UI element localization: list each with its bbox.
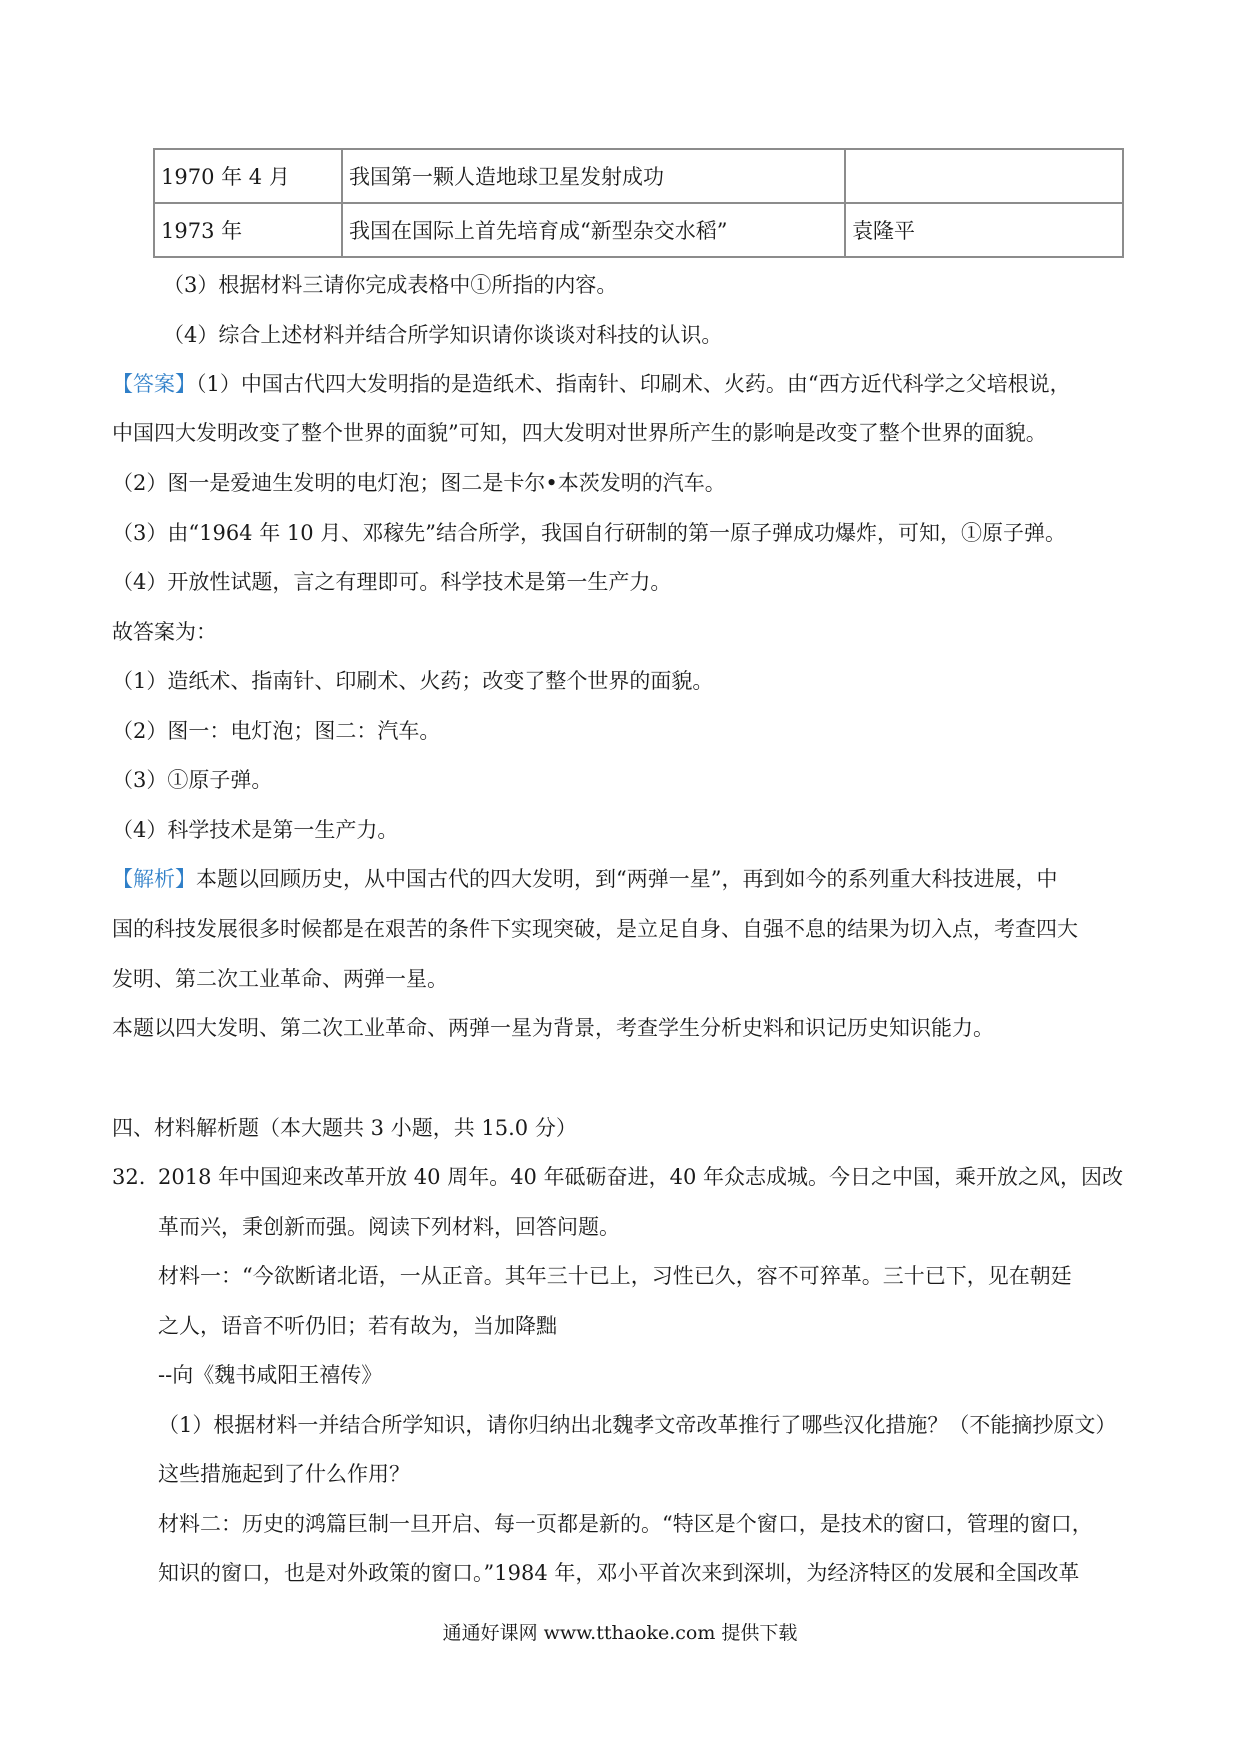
table-cell-event: 我国在国际上首先培育成“新型杂交水稻” [342,203,845,257]
question-32-intro-2: 革而兴，秉创新而强。阅读下列材料，回答问题。 [158,1215,620,1239]
question-4: （4）综合上述材料并结合所学知识请你谈谈对科技的认识。 [163,323,723,347]
sub-question-1-line-1: （1）根据材料一并结合所学知识，请你归纳出北魏孝文帝改革推行了哪些汉化措施？（不能摘抄原文） [158,1413,1117,1437]
material-1-line-1: 材料一：“今欲断诸北语，一从正音。其年三十已上，习性已久，容不可猝革。三十已下，见在朝廷 [158,1264,1072,1288]
table-row [154,203,1123,257]
answer-summary-3: （3）①原子弹。 [112,768,273,792]
analysis-tag: 【解析】 [112,867,196,891]
answer-line-2: 中国四大发明改变了整个世界的面貌”可知，四大发明对世界所产生的影响是改变了整个世界的面貌。 [112,421,1047,445]
answer-tag: 【答案】 [112,372,196,396]
tech-events-table [153,148,1124,258]
answer-summary-label: 故答案为： [112,620,217,644]
analysis-line-4: 本题以四大发明、第二次工业革命、两弹一星为背景，考查学生分析史料和识记历史知识能力。 [112,1016,994,1040]
table-row [154,149,1123,203]
material-1-source: --向《魏书咸阳王禧传》 [158,1363,383,1387]
question-32-intro-1: 2018 年中国迎来改革开放 40 周年。40 年砥砺奋进，40 年众志成城。今日之中国，乘开放之风，因改 [158,1165,1123,1189]
table-cell-date: 1973 年 [154,203,342,257]
sub-question-1-line-2: 这些措施起到了什么作用？ [158,1462,410,1486]
analysis-line-2: 国的科技发展很多时候都是在艰苦的条件下实现突破，是立足自身、自强不息的结果为切入点，考查四大 [112,917,1078,941]
answer-text: （1）中国古代四大发明指的是造纸术、指南针、印刷术、火药。由“西方近代科学之父培根说， [196,372,1071,396]
table-cell-person [845,149,1123,203]
table-cell-date: 1970 年 4 月 [154,149,342,203]
analysis-line-3: 发明、第二次工业革命、两弹一星。 [112,967,448,991]
answer-line-1 [112,371,1071,397]
table-cell-event: 我国第一颗人造地球卫星发射成功 [342,149,845,203]
question-32-number: 32. [112,1165,146,1189]
answer-line-5: （4）开放性试题，言之有理即可。科学技术是第一生产力。 [112,570,672,594]
answer-summary-4: （4）科学技术是第一生产力。 [112,818,399,842]
analysis-text: 本题以回顾历史，从中国古代的四大发明，到“两弹一星”，再到如今的系列重大科技进展，中 [196,867,1058,891]
material-1-line-2: 之人，语音不听仍旧；若有故为，当加降黜 [158,1314,557,1338]
question-3: （3）根据材料三请你完成表格中①所指的内容。 [163,273,618,297]
section-heading: 四、材料解析题（本大题共 3 小题，共 15.0 分） [112,1116,577,1140]
material-2-line-2: 知识的窗口，也是对外政策的窗口。”1984 年，邓小平首次来到深圳，为经济特区的发展和全国改革 [158,1561,1080,1585]
answer-summary-1: （1）造纸术、指南针、印刷术、火药；改变了整个世界的面貌。 [112,669,714,693]
answer-line-4: （3）由“1964 年 10 月、邓稼先”结合所学，我国自行研制的第一原子弹成功爆炸，可知，①原子弹。 [112,521,1067,545]
material-2-line-1: 材料二：历史的鸿篇巨制一旦开启、每一页都是新的。“特区是个窗口，是技术的窗口，管理的窗口， [158,1512,1093,1536]
page-footer: 通通好课网 www.tthaoke.com 提供下载 [442,1622,798,1644]
answer-line-3: （2）图一是爱迪生发明的电灯泡；图二是卡尔•本茨发明的汽车。 [112,471,726,495]
answer-summary-2: （2）图一：电灯泡；图二：汽车。 [112,719,441,743]
table-cell-person: 袁隆平 [845,203,1123,257]
analysis-line-1 [112,866,1057,892]
